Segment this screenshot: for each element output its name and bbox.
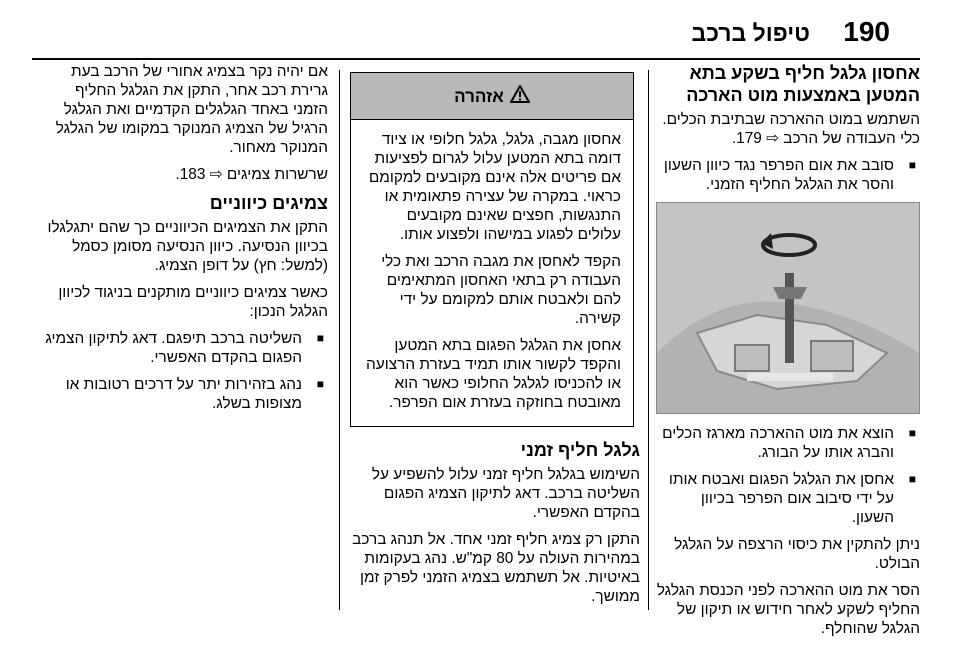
column-right [656,62,920,646]
section-heading: גלגל חליף זמני [520,440,640,460]
bullet-item: ■ הוצא את מוט ההארכה מארגז הכלים והברג אותו על הבורג. [656,424,920,462]
warning-paragraph: אחסן את הגלגל הפגום בתא המטען והקפד לקשור אותו תמיד בעזרת הרצועה או להכניסו לגלגל החלופי כאשר הוא מאובטח בחוזקה בעזרת אום הפרפר. [366,337,621,411]
column-divider [648,70,649,610]
page-number: 190 [843,16,890,47]
warning-icon [510,85,530,107]
warning-title: אזהרה [454,86,504,106]
bullet-item: ■ סובב את אום הפרפר נגד כיוון השעון והסר את הגלגל החליף הזמני. [656,156,920,194]
bullet-item: ■ אחסן את הגלגל הפגום ואבטח אותו על ידי סיבוב אום הפרפר בכיוון השעון. [656,470,920,527]
warning-paragraph: הקפד לאחסן את מגבה הרכב ואת כלי העבודה רק בתאי האחסון המתאימים להם ולאבטח אותם למקומם על ידי קשירה. [381,253,621,327]
paragraph: התקן רק צמיג חליף זמני אחד. אל תנהג ברכב במהירות העולה על 80 קמ"ש. נהג בעקומות באיטיות. אל תשתמש בצמיג הזמני לפרק זמן ממושך. [352,531,640,605]
cross-reference: שרשרות צמיגים ⇨ 183. [175,166,328,183]
warning-box [350,72,634,427]
paragraph: השתמש במוט ההארכה שבתיבת הכלים. כלי העבודה של הרכב ⇨ 179. [662,111,920,147]
warning-body [351,120,633,426]
section-heading: אחסון גלגל חליף בשקע בתא המטען באמצעות מוט הארכה [686,63,920,105]
warning-paragraph: אחסון מגבה, גלגל, גלגל חלופי או ציוד דומה בתא המטען עלול לגרום לפציעות אם פריטים אלה אינם מקובעים למקומם כראוי. במקרה של עצירה פתאומית או התנגשות, חפצים שאינם מקובעים עלולים לפגוע במישהו ולפצוע אותו. [368,131,621,243]
paragraph: הסר את מוט ההארכה לפני הכנסת הגלגל החליף לשקע לאחר חידוש או תיקון של הגלגל שהוחלף. [656,582,920,637]
paragraph: ניתן להתקין את כיסוי הרצפה על הגלגל הבולט. [674,536,920,572]
column-divider [339,70,340,610]
bullet-item: ■ השליטה ברכב תיפגם. דאג לתיקון הצמיג הפגום בהקדם האפשרי. [36,329,328,367]
spare-wheel-drawing [657,203,919,413]
paragraph: אם יהיה נקר בצמיג אחורי של הרכב בעת גרירת רכב אחר, התקן את הגלגל החליף הזמני באחד הגלגלים הקדמיים ואת הגלגל הרגיל של הצמיג המנוקר במקומו של הגלגל המנוקר מאחור. [55,63,328,156]
page-title: טיפול ברכב [691,20,810,46]
column-middle [344,62,640,614]
paragraph: כאשר צמיגים כיווניים מותקנים בניגוד לכיוון הגלגל הנכון: [58,284,328,320]
paragraph: השימוש בגלגל חליף זמני עלול להשפיע על השליטה ברכב. דאג לתיקון הצמיג הפגום בהקדם האפשרי. [371,466,640,521]
warning-header [351,73,633,120]
section-heading: צמיגים כיווניים [209,193,328,213]
spare-wheel-illustration [656,202,920,414]
page-header [32,14,928,54]
paragraph: התקן את הצמיגים הכיווניים כך שהם יתגלגלו בכיוון הנסיעה. כיוון הנסיעה מסומן כסמל (למשל: חץ) על דופן הצמיג. [47,219,328,274]
bullet-item: ■ נהג בזהירות יתר על דרכים רטובות או מצופות בשלג. [36,375,328,413]
column-left [36,62,328,421]
header-rule [32,58,920,60]
